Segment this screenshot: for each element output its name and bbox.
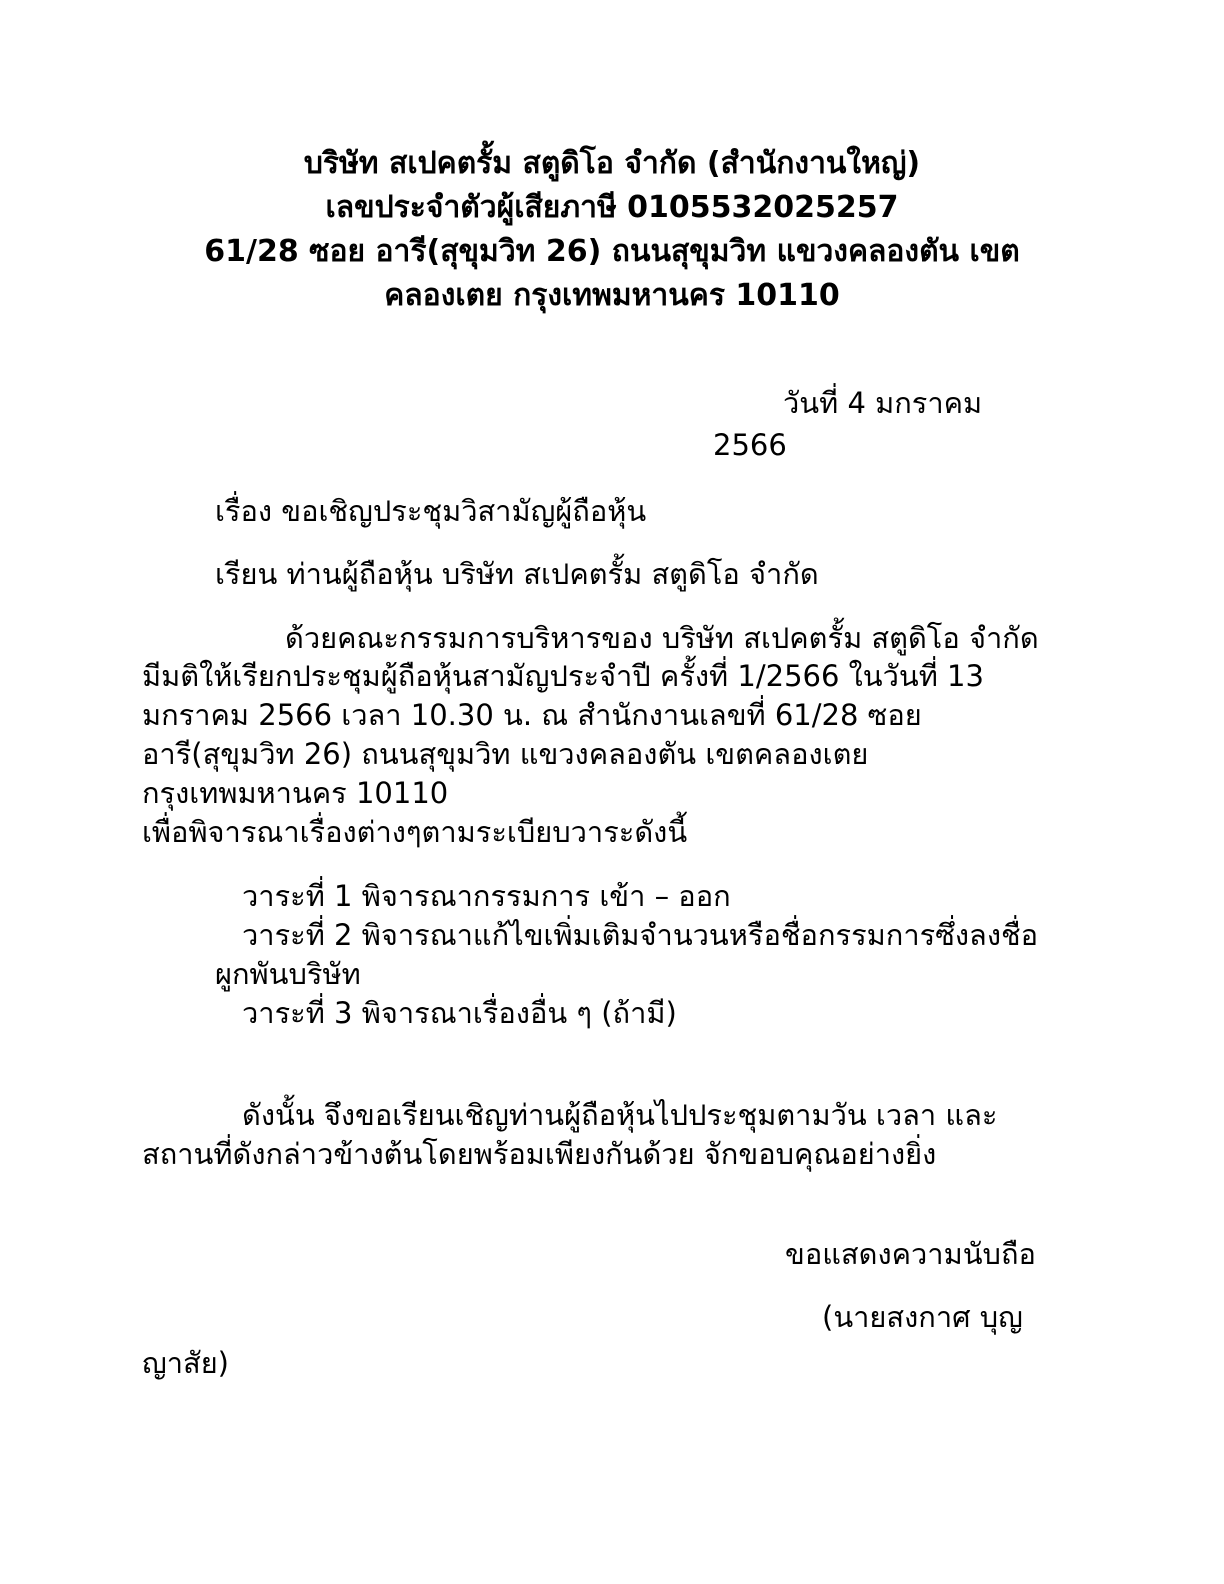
signatory-name-line-2: ญาสัย) (142, 1346, 229, 1380)
body-line: กรุงเทพมหานคร 10110 (142, 776, 449, 810)
company-name: บริษัท สเปคตรั้ม สตูดิโอ จำกัด (สำนักงานใหญ่) (303, 146, 921, 181)
subject-line: เรื่อง ขอเชิญประชุมวิสามัญผู้ถือหุ้น (215, 494, 647, 528)
agenda-item-1: วาระที่ 1 พิจารณากรรมการ เข้า – ออก (242, 879, 731, 913)
closing-line-2: สถานที่ดังกล่าวข้างต้นโดยพร้อมเพียงกันด้วย จักขอบคุณอย่างยิ่ง (142, 1137, 937, 1171)
date-line-1: วันที่ 4 มกราคม (783, 386, 983, 420)
agenda-item-2-continued: ผูกพันบริษัท (215, 957, 361, 991)
regards-line: ขอแสดงความนับถือ (785, 1237, 1036, 1271)
letter-header (140, 142, 1084, 318)
agenda-item-3: วาระที่ 3 พิจารณาเรื่องอื่น ๆ (ถ้ามี) (242, 996, 677, 1030)
date-line-2: 2566 (713, 428, 787, 462)
tax-id: เลขประจำตัวผู้เสียภาษี 0105532025257 (325, 190, 899, 225)
body-line: มกราคม 2566 เวลา 10.30 น. ณ สำนักงานเลขที่ 61/28 ซอย (142, 698, 922, 732)
recipient-line: เรียน ท่านผู้ถือหุ้น บริษัท สเปคตรั้ม สตูดิโอ จำกัด (215, 557, 819, 591)
body-line: ด้วยคณะกรรมการบริหารของ บริษัท สเปคตรั้ม สตูดิโอ จำกัด (285, 621, 1039, 655)
address-line-1: 61/28 ซอย อารี(สุขุมวิท 26) ถนนสุขุมวิท แขวงคลองตัน เขต (204, 234, 1020, 269)
agenda-item-2: วาระที่ 2 พิจารณาแก้ไขเพิ่มเติมจำนวนหรือชื่อกรรมการซึ่งลงชื่อ (242, 918, 1039, 952)
closing-line-1: ดังนั้น จึงขอเรียนเชิญท่านผู้ถือหุ้นไปประชุมตามวัน เวลา และ (242, 1098, 998, 1132)
signatory-name-line-1: (นายสงกาศ บุญ (822, 1300, 1023, 1334)
body-line: มีมติให้เรียกประชุมผู้ถือหุ้นสามัญประจำปี ครั้งที่ 1/2566 ในวันที่ 13 (142, 659, 984, 693)
address-line-2: คลองเตย กรุงเทพมหานคร 10110 (384, 278, 840, 313)
body-line: เพื่อพิจารณาเรื่องต่างๆตามระเบียบวาระดังนี้ (142, 815, 688, 849)
body-line: อารี(สุขุมวิท 26) ถนนสุขุมวิท แขวงคลองตัน เขตคลองเตย (142, 737, 869, 771)
